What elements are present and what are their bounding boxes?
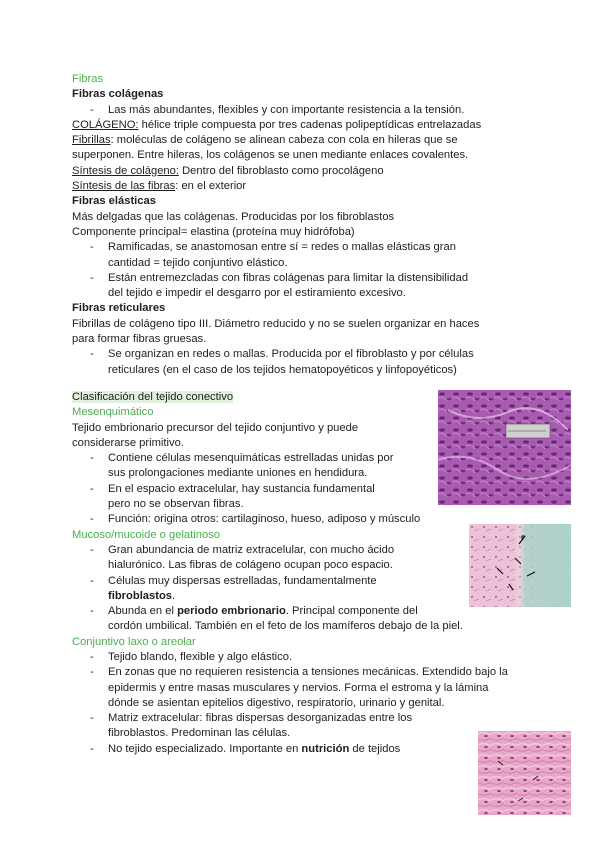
paragraph-line: Más delgadas que las colágenas. Producidas por los fibroblastos xyxy=(72,210,395,223)
list-item xyxy=(72,347,532,378)
bold-term: periodo embrionario xyxy=(177,605,286,618)
fibrillas-definition-cont: superponen. Entre hileras, los colágenos se unen mediante enlaces covalentes. xyxy=(72,149,469,162)
sintesis-fibras xyxy=(72,179,532,194)
elasticas-list xyxy=(72,240,532,301)
list-item-line: - Células muy dispersas estrelladas, fundamentalmente xyxy=(108,574,377,587)
section-title-fibras: Fibras xyxy=(72,73,104,85)
list-item-line: cordón umbilical. También en el feto de los mamíferos debajo de la piel. xyxy=(108,620,463,633)
paragraph-line: Tejido embrionario precursor del tejido conjuntivo y puede xyxy=(72,421,359,434)
text-run: Abunda en el xyxy=(108,605,178,618)
term-text: : moléculas de colágeno se alinean cabeza con cola en hileras que se xyxy=(110,134,458,147)
list-item-line: - Se organizan en redes o mallas. Producida por el fibroblasto y por células xyxy=(108,348,474,361)
term-label: Síntesis de colágeno: xyxy=(72,164,179,177)
paragraph-line: Fibrillas de colágeno tipo III. Diámetro reducido y no se suelen organizar en haces xyxy=(72,317,480,330)
micrograph-image xyxy=(469,524,571,607)
list-item xyxy=(72,711,532,742)
list-item-line: dónde se asientan epitelios digestivo, respiratorio, urinario y genital. xyxy=(108,696,445,709)
list-item xyxy=(72,604,532,635)
list-item-line: - En zonas que no requieren resistencia a tensiones mecánicas. Extendido bajo la xyxy=(108,666,508,679)
paragraph-line: Componente principal= elastina (proteína muy hidrófoba) xyxy=(72,225,355,238)
list-item-line: cantidad = tejido conjuntivo elástico. xyxy=(108,256,288,269)
text-run: de tejidos xyxy=(349,742,401,755)
subsection-title-mucoso: Mucoso/mucoide o gelatinoso xyxy=(72,528,221,541)
colageno-definition xyxy=(72,118,532,133)
paragraph-line: considerarse primitivo. xyxy=(72,436,184,449)
punctuation: . xyxy=(172,589,176,602)
list-item-line: - En el espacio extracelular, hay sustancia fundamental xyxy=(108,482,375,495)
term-text: Dentro del fibroblasto como procolágeno xyxy=(178,164,384,177)
list-item xyxy=(72,271,532,302)
list-item-line: - Están entremezcladas con fibras colágenas para limitar la distensibilidad xyxy=(108,271,469,284)
list-item-line: reticulares (en el caso de los tejidos hematopoyéticos y linfopoyéticos) xyxy=(108,363,457,376)
list-item: - Función: origina otros: cartilaginoso, hueso, adiposo y músculo xyxy=(72,512,532,527)
colagenas-list xyxy=(72,103,532,118)
bold-term: fibroblastos xyxy=(108,589,173,602)
loose-connective-tissue-micrograph xyxy=(478,731,571,815)
list-item-line: epidermis y entre masas musculares y nervios. Forma el estroma y la lámina xyxy=(108,681,489,694)
term-label: COLÁGENO: xyxy=(72,118,139,131)
mesenchymal-tissue-micrograph xyxy=(438,390,571,505)
list-item xyxy=(72,742,532,757)
micrograph-image xyxy=(438,390,571,505)
list-item xyxy=(72,240,532,271)
list-item xyxy=(72,574,532,605)
highlighted-title: Clasificación del tejido conectivo xyxy=(72,390,234,403)
laxo-list xyxy=(72,650,532,757)
term-text: : en el exterior xyxy=(175,180,247,193)
term-label: Síntesis de las fibras xyxy=(72,180,176,193)
bold-term: nutrición xyxy=(301,742,350,755)
list-item: - Las más abundantes, flexibles y con importante resistencia a la tensión. xyxy=(72,103,532,118)
heading-fibras-reticulares: Fibras reticulares xyxy=(72,302,166,315)
list-item-line: del tejido e impedir el desgarro por el estiramiento excesivo. xyxy=(108,287,406,300)
list-item-line: - Matriz extracelular: fibras dispersas desorganizadas entre los xyxy=(108,712,413,725)
list-item-line: pero no se observan fibras. xyxy=(108,498,244,511)
micrograph-image xyxy=(478,731,571,815)
term-label: Fibrillas xyxy=(72,134,111,147)
list-item xyxy=(72,665,532,711)
subsection-title-laxo: Conjuntivo laxo o areolar xyxy=(72,635,196,648)
mucoso-list xyxy=(72,543,532,635)
list-item: - Tejido blando, flexible y algo elástico. xyxy=(72,650,532,665)
reticulares-list xyxy=(72,347,532,378)
list-item-line: - Ramificadas, se anastomosan entre sí = redes o mallas elásticas gran xyxy=(108,241,456,254)
fibrillas-definition xyxy=(72,133,532,148)
heading-fibras-colagenas: Fibras colágenas xyxy=(72,88,164,101)
term-text: hélice triple compuesta por tres cadenas polipeptídicas entrelazadas xyxy=(138,118,482,131)
paragraph-line: para formar fibras gruesas. xyxy=(72,333,207,346)
mucoid-tissue-micrograph xyxy=(469,524,571,607)
list-item-line: - Gran abundancia de matriz extracelular, con mucho ácido xyxy=(108,543,395,556)
list-item-line: hialurónico. Las fibras de colágeno ocupan poco espacio. xyxy=(108,559,393,572)
list-item-line: sus prolongaciones mediante uniones en hendidura. xyxy=(108,467,368,480)
heading-fibras-elasticas: Fibras elásticas xyxy=(72,195,156,208)
list-item-line: - Contiene células mesenquimáticas estrelladas unidas por xyxy=(108,452,394,465)
subsection-title-mesenquimatico: Mesenquimático xyxy=(72,406,154,419)
list-item-line: fibroblastos. Predominan las células. xyxy=(108,727,291,740)
sintesis-colageno xyxy=(72,164,532,179)
text-run: . Principal componente del xyxy=(285,605,418,618)
list-item xyxy=(72,543,532,574)
list-item-line xyxy=(108,742,532,757)
text-run: No tejido especializado. Importante en xyxy=(108,742,302,755)
